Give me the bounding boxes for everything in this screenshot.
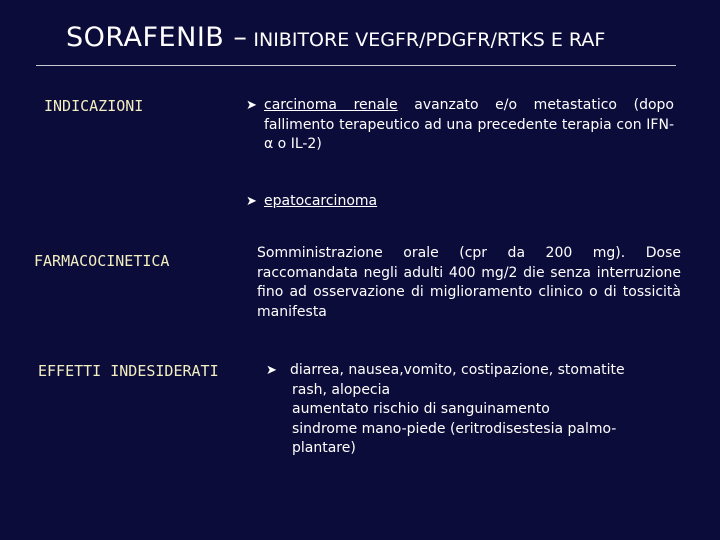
title-sub: INIBITORE VEGFR/PDGFR/RTKS E RAF xyxy=(253,29,606,51)
slide-title xyxy=(66,22,605,53)
farmacocinetica-text: Somministrazione orale (cpr da 200 mg). Dose raccomandata negli adulti 400 mg/2 die senza interruzione fino ad osservazione di miglioramento clinico o di tossicità manifesta xyxy=(257,245,681,320)
indication-1-text: avanzato e/o metastatico (dopo fallimento terapeutico ad una precedente terapia con IFN-α o IL-2) xyxy=(264,97,674,152)
indication-2-underlined: epatocarcinoma xyxy=(264,193,378,209)
arrowhead-icon: ➤ xyxy=(266,363,277,378)
effetti-line: plantare) xyxy=(292,440,356,456)
title-main: SORAFENIB – xyxy=(66,22,248,53)
effetti-line: rash, alopecia xyxy=(292,381,391,398)
arrowhead-icon: ➤ xyxy=(246,194,257,209)
arrowhead-icon: ➤ xyxy=(246,98,257,113)
indication-1-underlined: carcinoma renale xyxy=(264,97,398,113)
label-effetti-indesiderati: EFFETTI INDESIDERATI xyxy=(38,362,219,380)
title-divider xyxy=(36,65,676,66)
effetti-bullet xyxy=(266,361,686,459)
indication-bullet-2 xyxy=(246,192,674,212)
effetti-line: sindrome mano-piede (eritrodisestesia palmo- xyxy=(292,420,617,437)
indication-bullet-1 xyxy=(246,96,674,155)
effetti-line: diarrea, nausea,vomito, costipazione, stomatite xyxy=(290,362,625,378)
effetti-line: aumentato rischio di sanguinamento xyxy=(292,401,550,417)
label-farmacocinetica: FARMACOCINETICA xyxy=(34,252,170,270)
label-indicazioni: INDICAZIONI xyxy=(44,97,144,115)
